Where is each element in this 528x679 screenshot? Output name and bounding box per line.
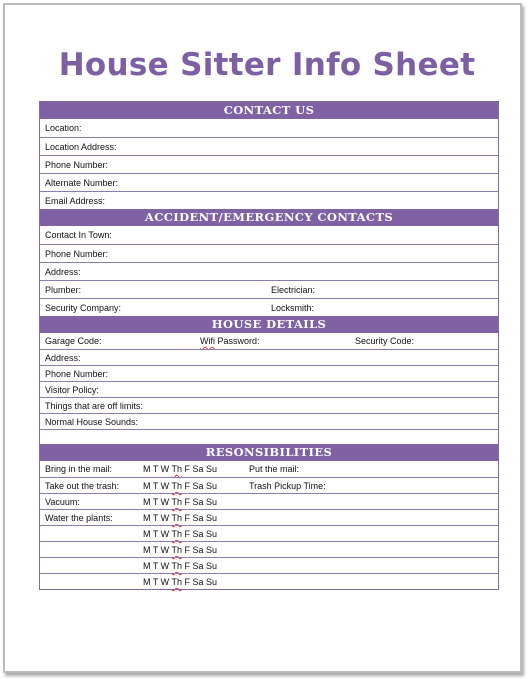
emergency-phone-row[interactable] <box>40 244 498 262</box>
wifi-word: Wifi <box>200 336 215 346</box>
alternate-number-label: Alternate Number: <box>45 178 119 188</box>
house-phone-label: Phone Number: <box>45 369 109 379</box>
alternate-number-row[interactable] <box>40 173 498 191</box>
weekday-selector[interactable]: M T W Th F Sa Su <box>143 513 218 523</box>
weekday-selector[interactable]: M T W Th F Sa Su <box>143 561 218 571</box>
house-blank-row[interactable] <box>40 429 498 444</box>
section-header-emergency: ACCIDENT/EMERGENCY CONTACTS <box>40 209 498 226</box>
weekday-selector[interactable]: M T W Th F Sa Su <box>143 545 218 555</box>
put-mail-label: Put the mail: <box>249 464 300 474</box>
house-sounds-row[interactable] <box>40 413 498 429</box>
trash-pickup-label: Trash Pickup Time: <box>249 481 326 491</box>
codes-row[interactable] <box>40 333 498 349</box>
security-company-label: Security Company: <box>45 303 122 313</box>
trash-label: Take out the trash: <box>45 481 120 491</box>
task-row-trash[interactable] <box>40 477 498 493</box>
weekday-selector[interactable]: M T W Th F Sa Su <box>143 481 218 491</box>
security-code-label: Security Code: <box>355 336 415 346</box>
task-row-plants[interactable] <box>40 509 498 525</box>
garage-code-label: Garage Code: <box>45 336 102 346</box>
contact-in-town-row[interactable] <box>40 226 498 244</box>
email-address-row[interactable] <box>40 191 498 209</box>
section-header-responsibilities: RESONSIBILITIES <box>40 444 498 461</box>
visitor-policy-label: Visitor Policy: <box>45 385 99 395</box>
house-phone-row[interactable] <box>40 365 498 381</box>
security-locksmith-row[interactable] <box>40 298 498 316</box>
task-row-mail[interactable] <box>40 461 498 477</box>
password-word: Password: <box>217 336 260 346</box>
house-address-label: Address: <box>45 353 81 363</box>
plants-label: Water the plants: <box>45 513 113 523</box>
off-limits-label: Things that are off limits: <box>45 401 143 411</box>
email-address-label: Email Address: <box>45 196 106 206</box>
location-address-label: Location Address: <box>45 142 117 152</box>
weekday-selector[interactable]: M T W Th F Sa Su <box>143 577 218 587</box>
task-row-blank[interactable] <box>40 541 498 557</box>
section-header-contact: CONTACT US <box>40 102 498 119</box>
location-label: Location: <box>45 123 82 133</box>
section-header-house: HOUSE DETAILS <box>40 316 498 333</box>
vacuum-label: Vacuum: <box>45 497 80 507</box>
page-title: House Sitter Info Sheet <box>58 47 476 83</box>
weekday-selector[interactable]: M T W Th F Sa Su <box>143 497 218 507</box>
info-sheet-table <box>39 101 499 590</box>
phone-number-row[interactable] <box>40 155 498 173</box>
task-row-vacuum[interactable] <box>40 493 498 509</box>
plumber-electrician-row[interactable] <box>40 280 498 298</box>
bring-mail-label: Bring in the mail: <box>45 464 113 474</box>
page-frame <box>3 3 522 673</box>
off-limits-row[interactable] <box>40 397 498 413</box>
emergency-phone-label: Phone Number: <box>45 249 109 259</box>
phone-number-label: Phone Number: <box>45 160 109 170</box>
contact-in-town-label: Contact In Town: <box>45 230 112 240</box>
weekday-selector[interactable]: M T W Th F Sa Su <box>143 464 218 474</box>
plumber-label: Plumber: <box>45 285 82 295</box>
house-sounds-label: Normal House Sounds: <box>45 417 139 427</box>
location-row[interactable] <box>40 119 498 137</box>
task-row-blank[interactable] <box>40 573 498 589</box>
emergency-address-row[interactable] <box>40 262 498 280</box>
location-address-row[interactable] <box>40 137 498 155</box>
house-address-row[interactable] <box>40 349 498 365</box>
visitor-policy-row[interactable] <box>40 381 498 397</box>
weekday-selector[interactable]: M T W Th F Sa Su <box>143 529 218 539</box>
task-row-blank[interactable] <box>40 525 498 541</box>
electrician-label: Electrician: <box>271 285 316 295</box>
locksmith-label: Locksmith: <box>271 303 315 313</box>
emergency-address-label: Address: <box>45 267 81 277</box>
task-row-blank[interactable] <box>40 557 498 573</box>
wifi-password-label <box>200 333 260 349</box>
